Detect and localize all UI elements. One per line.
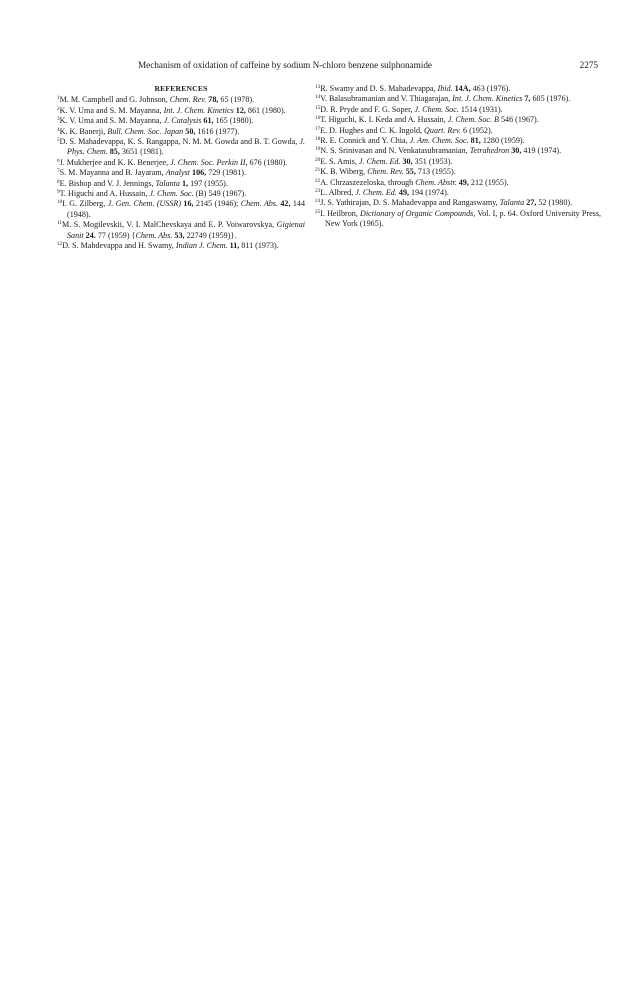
reference-number: 1 bbox=[57, 95, 60, 102]
reference-text: J. Chem. Ed. bbox=[358, 156, 401, 166]
reference-text: 78, bbox=[208, 95, 219, 105]
reference-text: 49, bbox=[458, 177, 469, 187]
reference-text: Quart. Rev. bbox=[424, 125, 461, 135]
reference-number: 7 bbox=[57, 168, 60, 175]
reference-text: 861 (1980). bbox=[245, 105, 286, 115]
reference-text: 50, bbox=[185, 126, 196, 136]
reference-text: Bull. Chem. Soc. Japan bbox=[107, 126, 184, 136]
reference-text: J. Chem. Soc. bbox=[149, 189, 194, 199]
reference-entry bbox=[57, 158, 305, 168]
reference-text: D. S. Mahdevappa and H. Swamy, bbox=[62, 241, 176, 251]
reference-text: Dictionary of Organic Compounds, bbox=[360, 208, 476, 218]
reference-text: 676 (1980). bbox=[247, 157, 288, 167]
reference-text: 811 (1973). bbox=[239, 241, 279, 251]
reference-entry bbox=[57, 95, 305, 105]
reference-text: 24. bbox=[85, 230, 96, 240]
reference-text: 197 (1955). bbox=[188, 178, 228, 188]
reference-number: 9 bbox=[57, 189, 60, 196]
reference-number: 10 bbox=[57, 199, 63, 206]
reference-entry bbox=[315, 126, 601, 136]
reference-text: 194 (1974). bbox=[409, 188, 449, 198]
reference-text: 605 (1976). bbox=[530, 94, 571, 104]
reference-list-right bbox=[315, 84, 601, 230]
reference-text: Int. J. Chem. Kinetics bbox=[163, 105, 234, 115]
reference-entry bbox=[315, 167, 601, 177]
reference-text: Int. J. Chem. Kinetics bbox=[452, 94, 523, 104]
reference-number: 4 bbox=[57, 126, 60, 133]
reference-entry bbox=[315, 209, 601, 230]
reference-text: 7, bbox=[524, 94, 531, 104]
reference-text: J. Catalysis bbox=[163, 116, 202, 126]
reference-text: D. S. Mahadevappa, K. S. Rangappa, N. M. M. Gowda and B. T. Gowda, bbox=[59, 137, 300, 147]
reference-entry bbox=[315, 105, 601, 115]
reference-text: 27, bbox=[526, 198, 537, 208]
reference-text: 1280 (1959). bbox=[480, 136, 525, 146]
reference-text: E. Bishop and V. J. Jennings, bbox=[59, 178, 156, 188]
reference-text: Analyst bbox=[165, 168, 190, 178]
reference-number: 11 bbox=[57, 220, 62, 227]
reference-entry bbox=[57, 199, 305, 220]
reference-text: J. Chem. Soc. Perkin II, bbox=[170, 157, 248, 167]
reference-text: Tetrahedron bbox=[469, 146, 510, 156]
reference-text: J. S. Yathirajan, D. S. Mahadevappa and Rangaswamy, bbox=[320, 198, 500, 208]
reference-text: 85, bbox=[109, 147, 120, 157]
reference-text: T. Higuchi, K. I. Keda and A. Hussain, bbox=[320, 115, 448, 125]
reference-number: 24 bbox=[315, 198, 321, 205]
reference-text: L. Albred, bbox=[320, 188, 356, 198]
reference-number: 21 bbox=[315, 167, 321, 174]
reference-text: 212 (1955). bbox=[468, 177, 509, 187]
reference-text: E. D. Hughes and C. K. Ingold, bbox=[320, 125, 425, 135]
reference-text: J. Mukherjee and K. K. Benerjee, bbox=[59, 157, 171, 167]
reference-text: 3651 (1981). bbox=[119, 147, 164, 157]
reference-entry bbox=[57, 189, 305, 199]
reference-text: K. K. Banerji, bbox=[59, 126, 108, 136]
reference-text: Vol. I, p. 64. Oxford University Press, New York (1965). bbox=[325, 208, 602, 229]
reference-text: N. S. Srinivasan and N. Venkatasubramanian, bbox=[320, 146, 470, 156]
reference-text: 14A, bbox=[454, 84, 471, 93]
reference-number: 6 bbox=[57, 157, 60, 164]
reference-number: 17 bbox=[315, 125, 321, 132]
reference-number: 15 bbox=[315, 104, 321, 111]
reference-text: Chem. Abstr. bbox=[415, 177, 457, 187]
reference-entry bbox=[57, 106, 305, 116]
reference-number: 22 bbox=[315, 177, 321, 184]
reference-text: J. Chem. Ed. bbox=[355, 188, 397, 198]
reference-text: J. Chem. Soc. B bbox=[447, 115, 499, 125]
reference-text: 106, bbox=[192, 168, 207, 178]
reference-text: 77 (1959) { bbox=[95, 230, 136, 240]
reference-entry bbox=[315, 178, 601, 188]
reference-text: J. Chem. Soc. bbox=[414, 104, 459, 114]
reference-text: R. Swamy and D. S. Mahadevappa, bbox=[320, 84, 438, 93]
reference-number: 12 bbox=[57, 241, 63, 248]
reference-list-left bbox=[57, 95, 305, 251]
references-column-right bbox=[315, 84, 601, 230]
reference-number: 23 bbox=[315, 188, 321, 195]
reference-text: 165 (1980). bbox=[213, 116, 254, 126]
reference-text: Indian J. Chem. bbox=[175, 241, 228, 251]
reference-text: K. V. Uma and S. M. Mayanna, bbox=[59, 116, 164, 126]
reference-entry bbox=[57, 179, 305, 189]
reference-text: Talanta bbox=[499, 198, 525, 208]
reference-text: E. S. Amis, bbox=[320, 156, 359, 166]
reference-text: 11, bbox=[229, 241, 240, 251]
reference-text: 30, bbox=[402, 156, 413, 166]
reference-entry bbox=[315, 115, 601, 125]
reference-text: 55, bbox=[405, 167, 416, 177]
reference-entry bbox=[315, 84, 601, 94]
reference-text: 52 (1980). bbox=[536, 198, 573, 208]
reference-text: Chem. Rev. bbox=[169, 95, 207, 105]
reference-text: Talanta bbox=[155, 178, 180, 188]
references-heading: REFERENCES bbox=[154, 84, 208, 93]
reference-text: M. S. Mogilevskii, V. I. MalChevskaya and E. P. Voiwarovskya, bbox=[62, 220, 277, 230]
reference-text: 2145 (1946); bbox=[193, 199, 241, 209]
reference-text: M. M. Campbell and G. Johnson, bbox=[59, 95, 170, 105]
reference-entry bbox=[57, 137, 305, 158]
reference-number: 5 bbox=[57, 137, 60, 144]
reference-text: 729 (1981). bbox=[206, 168, 246, 178]
reference-text: I. Heilbron, bbox=[320, 208, 361, 218]
reference-text: 81, bbox=[470, 136, 481, 146]
reference-text: (B) 549 (1967). bbox=[193, 189, 247, 199]
reference-text: J. Am. Chem. Soc. bbox=[409, 136, 469, 146]
reference-entry bbox=[315, 198, 601, 208]
references-column-left bbox=[57, 84, 305, 252]
reference-text: 1514 (1931). bbox=[458, 104, 503, 114]
reference-text: 713 (1955). bbox=[415, 167, 456, 177]
reference-text: 16, bbox=[183, 199, 194, 209]
reference-number: 2 bbox=[57, 105, 60, 112]
reference-entry bbox=[315, 146, 601, 156]
reference-text: Chem. Rev. bbox=[367, 167, 404, 177]
reference-entry bbox=[57, 116, 305, 126]
reference-text: 61, bbox=[203, 116, 214, 126]
reference-text: Ibid. bbox=[437, 84, 453, 93]
reference-entry bbox=[315, 157, 601, 167]
reference-text: J. Gen. Chem. (USSR) bbox=[107, 199, 182, 209]
reference-text: 53, bbox=[174, 230, 185, 240]
reference-entry bbox=[57, 168, 305, 178]
reference-text: 351 (1953). bbox=[412, 156, 453, 166]
reference-number: 16 bbox=[315, 115, 321, 122]
reference-text: 463 (1976). bbox=[470, 84, 511, 93]
reference-number: 20 bbox=[315, 156, 321, 163]
reference-text: 1, bbox=[182, 178, 189, 188]
reference-text: 49, bbox=[398, 188, 410, 198]
reference-text: K. V. Uma and S. M. Mayanna, bbox=[59, 105, 164, 115]
reference-entry bbox=[57, 127, 305, 137]
reference-text: 6 (1952). bbox=[460, 125, 493, 135]
reference-number: 3 bbox=[57, 116, 60, 123]
reference-text: V. Balasubramanian and V. Thiagarajan, bbox=[320, 94, 453, 104]
reference-text: 12, bbox=[235, 105, 246, 115]
reference-number: 14 bbox=[315, 94, 321, 101]
reference-number: 18 bbox=[315, 136, 321, 143]
reference-entry bbox=[57, 220, 305, 241]
reference-text: K. B. Wiberg, bbox=[320, 167, 368, 177]
reference-text: S. M. Mayanna and B. Jayaram, bbox=[59, 168, 166, 178]
reference-text: Chem. Abs. bbox=[240, 199, 278, 209]
reference-text: 546 (1967). bbox=[498, 115, 539, 125]
reference-entry bbox=[57, 241, 305, 251]
reference-text: Gigienai Sanit bbox=[67, 220, 305, 240]
running-title: Mechanism of oxidation of caffeine by sodium N-chloro benzene sulphonamide bbox=[138, 60, 433, 70]
reference-text: 144 (1948). bbox=[67, 199, 306, 219]
reference-text: A. Chrzaszezeloska, through bbox=[320, 177, 416, 187]
reference-text: 30, bbox=[511, 146, 522, 156]
reference-text: J. Phys. Chem. bbox=[67, 137, 305, 157]
reference-number: 25 bbox=[315, 208, 321, 215]
reference-entry bbox=[315, 94, 601, 104]
reference-text: 65 (1978). bbox=[218, 95, 255, 105]
reference-number: 8 bbox=[57, 178, 60, 185]
reference-text: Chem. Abs. bbox=[135, 230, 173, 240]
reference-entry bbox=[315, 188, 601, 198]
reference-text: D. R. Pryde and F. G. Soper, bbox=[320, 104, 415, 114]
reference-text: I. G. Zilberg, bbox=[62, 199, 108, 209]
reference-text: T. Higuchi and A. Hussain, bbox=[59, 189, 150, 199]
reference-number: 19 bbox=[315, 146, 321, 153]
reference-text: 419 (1974). bbox=[521, 146, 562, 156]
reference-text: 42, bbox=[280, 199, 291, 209]
reference-number: 13 bbox=[315, 84, 321, 90]
reference-entry bbox=[315, 136, 601, 146]
reference-text: R. E. Connick and Y. Chia, bbox=[320, 136, 410, 146]
reference-text: 1616 (1977). bbox=[195, 126, 240, 136]
reference-text: 22749 (1959)}. bbox=[184, 230, 237, 240]
page-number: 2275 bbox=[579, 60, 598, 70]
